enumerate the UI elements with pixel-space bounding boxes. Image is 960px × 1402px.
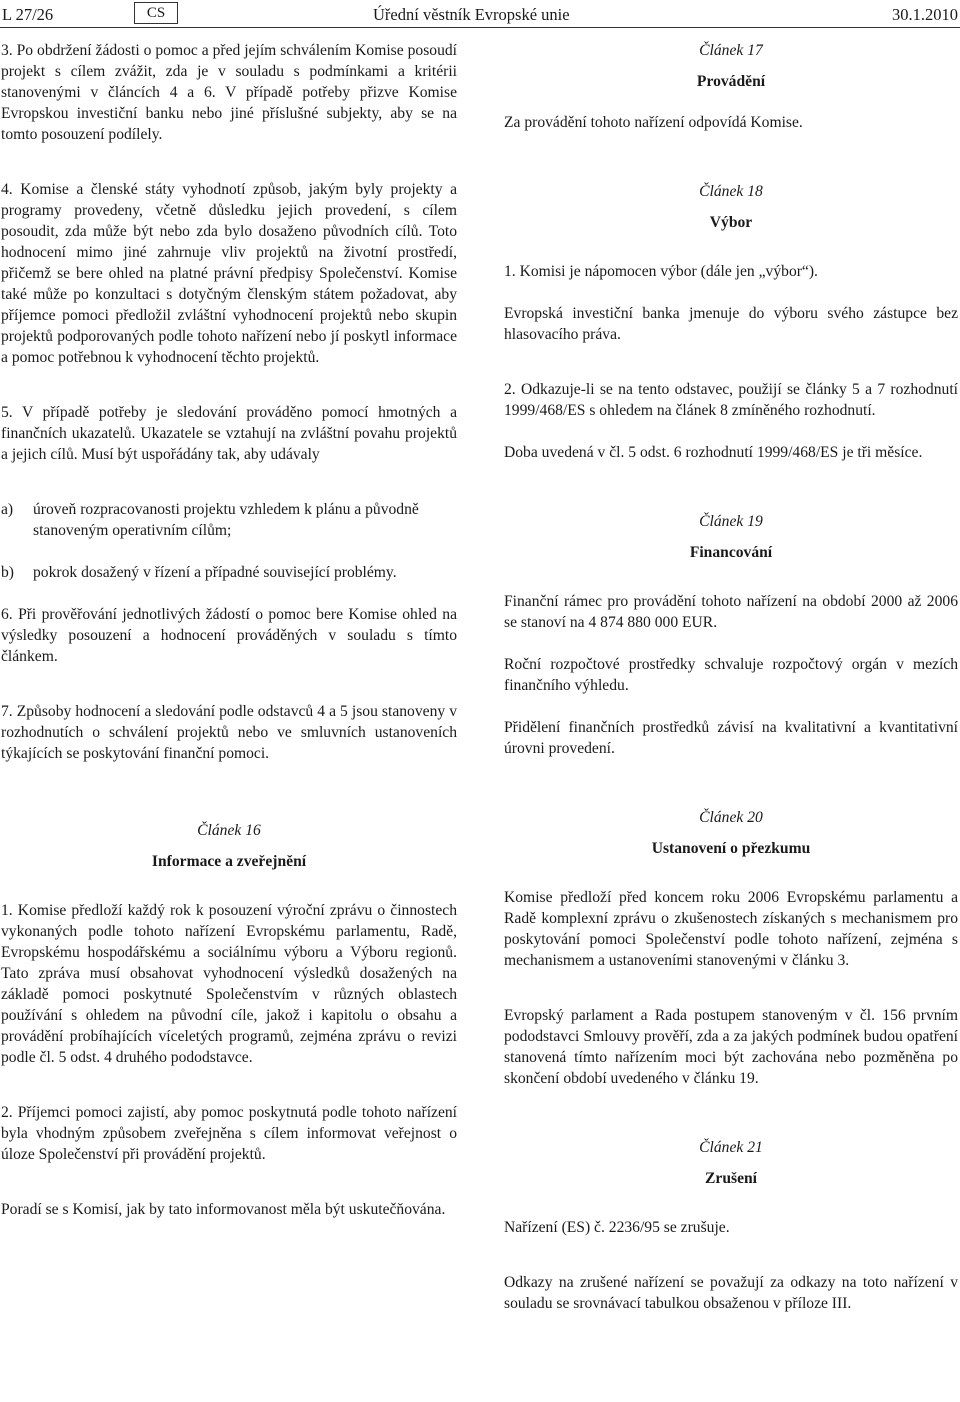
list-item-b xyxy=(1,562,457,583)
list-label: a) xyxy=(1,501,14,518)
journal-title: Úřední věstník Evropské unie xyxy=(373,5,570,24)
list-text: pokrok dosažený v řízení a případné související problémy. xyxy=(33,564,397,581)
article-18-paragraph-2: 2. Odkazuje-li se na tento odstavec, použijí se články 5 a 7 rozhodnutí 1999/468/ES s ohledem na článek 8 zmíněného rozhodnutí. xyxy=(504,381,958,419)
article-20-title: Ustanovení o přezkumu xyxy=(651,840,811,857)
article-20-number: Článek 20 xyxy=(699,809,763,826)
left-column xyxy=(1,40,457,1241)
list-item-a xyxy=(1,499,457,541)
article-18-title: Výbor xyxy=(709,214,753,231)
list-text: úroveň rozpracovanosti projektu vzhledem k plánu a původně stanoveným operativním cílům; xyxy=(33,501,419,539)
article-19-number: Článek 19 xyxy=(699,513,763,530)
paragraph-6: 6. Při prověřování jednotlivých žádostí o pomoc bere Komise ohled na výsledky posouzení a hodnocení prováděných v souladu s tímto článkem. xyxy=(1,606,457,665)
article-19-title: Financování xyxy=(689,544,773,561)
article-17-number: Článek 17 xyxy=(699,42,763,59)
article-20-paragraph-2: Evropský parlament a Rada postupem stanoveným v čl. 156 prvním pododstavci Smlouvy prověří, zda a za jakých podmínek budou opatření stanovená tímto nařízením moci být zachována nebo pozměněna po skončení období uvedeného v článku 19. xyxy=(504,1007,958,1087)
article-18-number: Článek 18 xyxy=(699,183,763,200)
paragraph-7: 7. Způsoby hodnocení a sledování podle odstavců 4 a 5 jsou stanoveny v rozhodnutích o schválení projektů nebo ve smluvních ustanoveních týkajících se poskytování finanční pomoci. xyxy=(1,703,457,762)
article-17-title: Provádění xyxy=(696,73,766,90)
paragraph-3: 3. Po obdržení žádosti o pomoc a před jejím schválením Komise posoudí projekt s cílem zvážit, zda je v souladu s podmínkami a kritérii stanovenými v článcích 4 a 6. V případě potřeby přizve Komise Evropskou investiční banku nebo jiné příslušné subjekty, aby se na tomto posouzení podílely. xyxy=(1,42,457,143)
article-16-paragraph-3: Poradí se s Komisí, jak by tato informovanost měla být uskutečňována. xyxy=(1,1201,446,1218)
paragraph-5: 5. V případě potřeby je sledování prováděno pomocí hmotných a finančních ukazatelů. Ukazatele se vztahují na zvláštní povahu projektů a jejich cílů. Musí být uspořádány tak, aby udávaly xyxy=(1,404,457,463)
article-16-paragraph-1: 1. Komise předloží každý rok k posouzení výroční zprávu o činnostech vykonaných podle tohoto nařízení Evropskému parlamentu, Radě, Evropskému hospodářskému a sociálnímu výboru a Výboru regionů. Tato zpráva musí obsahovat vyhodnocení výsledků dosažených na základě pomoci poskytnuté Společenstvím v různých oblastech používání s ohledem na původní cíle, jakož i kapitolu o obsahu a provádění probíhajících víceletých programů, zejména zprávu o revizi podle čl. 5 odst. 4 druhého pododstavce. xyxy=(1,902,457,1066)
page-header xyxy=(0,2,960,26)
article-21-paragraph-1: Nařízení (ES) č. 2236/95 se zrušuje. xyxy=(504,1219,730,1236)
article-18-paragraph-1: 1. Komisi je nápomocen výbor (dále jen „výbor“). xyxy=(504,263,818,280)
right-column xyxy=(504,40,958,1335)
article-19-paragraph-3: Přidělení finančních prostředků závisí na kvalitativní a kvantitativní úrovni provedení. xyxy=(504,719,958,757)
article-20-paragraph-1: Komise předloží před koncem roku 2006 Evropskému parlamentu a Radě komplexní zprávu o zkušenostech získaných s mechanismem pro poskytování pomoci Společenství podle tohoto nařízení, zejména s mechanismem a ustanoveními stanovenými v článku 3. xyxy=(504,889,958,969)
article-19-paragraph-1: Finanční rámec pro provádění tohoto nařízení na období 2000 až 2006 se stanoví na 4 874 880 000 EUR. xyxy=(504,593,958,631)
article-21-number: Článek 21 xyxy=(699,1139,763,1156)
list-label: b) xyxy=(1,564,14,581)
article-19-paragraph-2: Roční rozpočtové prostředky schvaluje rozpočtový orgán v mezích finančního výhledu. xyxy=(504,656,958,694)
article-21-paragraph-2: Odkazy na zrušené nařízení se považují za odkazy na toto nařízení v souladu se srovnávací tabulkou obsaženou v příloze III. xyxy=(504,1274,958,1312)
page-number: L 27/26 xyxy=(2,5,54,24)
language-code-box: CS xyxy=(134,2,178,24)
header-divider xyxy=(0,27,960,28)
article-16-paragraph-2: 2. Příjemci pomoci zajistí, aby pomoc poskytnutá podle tohoto nařízení byla vhodným způsobem zveřejněna s cílem informovat veřejnost o úloze Společenství při provádění projektů. xyxy=(1,1104,457,1163)
paragraph-4: 4. Komise a členské státy vyhodnotí způsob, jakým byly projekty a programy provedeny, včetně důsledku jejich provedení, s cílem posoudit, zda může být nebo zda bylo dosaženo původních cílů. Toto hodnocení mimo jiné zahrnuje vliv projektů na životní prostředí, přičemž se bere ohled na platné právní předpisy Společenství. Komise také může po konzultaci s dotyčným členským státem požadovat, aby příjemce pomoci předložil zvláštní vyhodnocení projektů nebo skupin projektů podporovaných podle tohoto nařízení nebo jí poskytl informace a pomoc potřebnou k vyhodnocení těchto projektů. xyxy=(1,181,457,366)
article-17-paragraph: Za provádění tohoto nařízení odpovídá Komise. xyxy=(504,114,803,131)
article-21-title: Zrušení xyxy=(705,1170,757,1187)
article-16-title: Informace a zveřejnění xyxy=(151,853,307,870)
article-18-paragraph-2b: Doba uvedená v čl. 5 odst. 6 rozhodnutí 1999/468/ES je tři měsíce. xyxy=(504,444,923,461)
article-16-number: Článek 16 xyxy=(197,822,261,839)
article-18-paragraph-1b: Evropská investiční banka jmenuje do výboru svého zástupce bez hlasovacího práva. xyxy=(504,305,958,343)
publication-date: 30.1.2010 xyxy=(892,5,958,24)
